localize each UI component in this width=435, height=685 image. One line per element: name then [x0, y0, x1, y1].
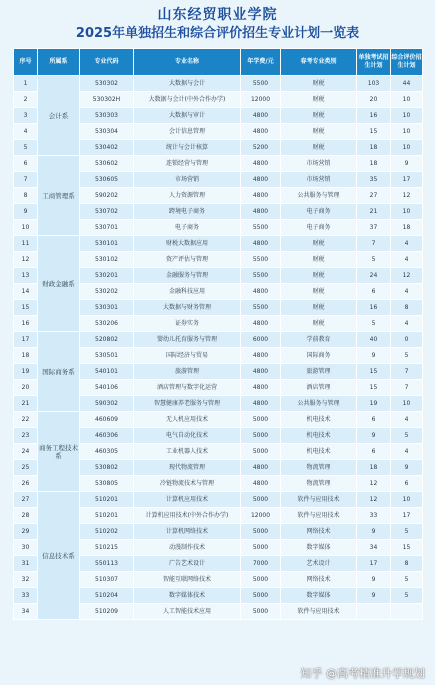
major-code: 590302	[80, 396, 134, 412]
spring-category: 国际商务	[281, 348, 357, 364]
department-cell: 工商管理系	[38, 156, 80, 236]
document-title: 2025年单独招生和综合评价招生专业计划一览表	[75, 26, 360, 41]
department-cell: 信息技术系	[38, 492, 80, 620]
tuition: 5500	[241, 300, 281, 316]
major-code: 530303	[80, 108, 134, 124]
row-index: 5	[14, 140, 38, 156]
tuition: 5000	[241, 524, 281, 540]
comprehensive-quota: 4	[391, 412, 423, 428]
major-name: 智能互联网络技术	[134, 572, 241, 588]
comprehensive-quota: 17	[391, 508, 423, 524]
row-index: 27	[14, 492, 38, 508]
major-name: 会计信息管理	[134, 124, 241, 140]
row-index: 19	[14, 364, 38, 380]
major-name: 资产评估与管理	[134, 252, 241, 268]
row-index: 33	[14, 588, 38, 604]
independent-quota: 15	[357, 380, 391, 396]
major-name: 市场营销	[134, 172, 241, 188]
independent-quota: 6	[357, 284, 391, 300]
major-code: 460609	[80, 412, 134, 428]
spring-category: 财税	[281, 124, 357, 140]
table-row	[14, 332, 423, 348]
spring-category: 电子商务	[281, 220, 357, 236]
major-code: 530701	[80, 220, 134, 236]
tuition: 12000	[241, 508, 281, 524]
independent-quota: 12	[357, 476, 391, 492]
tuition: 5500	[241, 252, 281, 268]
spring-category: 市场营销	[281, 172, 357, 188]
comprehensive-quota: 4	[391, 252, 423, 268]
major-name: 酒店管理与数字化运营	[134, 380, 241, 396]
independent-quota: 15	[357, 124, 391, 140]
comprehensive-quota: 4	[391, 316, 423, 332]
row-index: 20	[14, 380, 38, 396]
tuition: 4800	[241, 156, 281, 172]
spring-category: 物流管理	[281, 476, 357, 492]
independent-quota: 103	[357, 76, 391, 92]
tuition: 4800	[241, 188, 281, 204]
spring-category: 软件与应用技术	[281, 492, 357, 508]
spring-category: 机电技术	[281, 444, 357, 460]
comprehensive-quota: 15	[391, 540, 423, 556]
independent-quota: 9	[357, 348, 391, 364]
spring-category: 机电技术	[281, 412, 357, 428]
header-comprehensive-quota: 综合评价招生计划	[391, 49, 423, 76]
table-row	[14, 76, 423, 92]
tuition: 4800	[241, 316, 281, 332]
independent-quota	[357, 604, 391, 620]
major-name: 金融科技应用	[134, 284, 241, 300]
row-index: 28	[14, 508, 38, 524]
independent-quota: 37	[357, 220, 391, 236]
spring-category: 艺术设计	[281, 556, 357, 572]
independent-quota: 18	[357, 156, 391, 172]
independent-quota: 18	[357, 460, 391, 476]
table-row	[14, 412, 423, 428]
spring-category: 财税	[281, 236, 357, 252]
major-name: 证券实务	[134, 316, 241, 332]
row-index: 16	[14, 316, 38, 332]
major-name: 动漫制作技术	[134, 540, 241, 556]
watermark: 知乎 @高考精准升学规划	[300, 667, 425, 680]
major-code: 510204	[80, 588, 134, 604]
row-index: 15	[14, 300, 38, 316]
comprehensive-quota: 18	[391, 220, 423, 236]
major-code: 510201	[80, 492, 134, 508]
spring-category: 酒店管理	[281, 380, 357, 396]
row-index: 14	[14, 284, 38, 300]
independent-quota: 35	[357, 172, 391, 188]
independent-quota: 9	[357, 428, 391, 444]
spring-category: 财税	[281, 284, 357, 300]
department-cell: 商务工程技术系	[38, 412, 80, 492]
comprehensive-quota: 5	[391, 572, 423, 588]
major-code: 530501	[80, 348, 134, 364]
spring-category: 软件与应用技术	[281, 508, 357, 524]
major-name: 金融服务与管理	[134, 268, 241, 284]
row-index: 8	[14, 188, 38, 204]
major-code: 530602	[80, 156, 134, 172]
major-name: 婴幼儿托育服务与管理	[134, 332, 241, 348]
comprehensive-quota	[391, 604, 423, 620]
spring-category: 电子商务	[281, 204, 357, 220]
spring-category: 数字媒体	[281, 588, 357, 604]
major-code: 530301	[80, 300, 134, 316]
comprehensive-quota: 5	[391, 428, 423, 444]
row-index: 25	[14, 460, 38, 476]
header-tuition: 年学费/元	[241, 49, 281, 76]
row-index: 1	[14, 76, 38, 92]
tuition: 5000	[241, 492, 281, 508]
header-department: 所属系	[38, 49, 80, 76]
major-name: 计算机网络技术	[134, 524, 241, 540]
major-name: 统计与会计核算	[134, 140, 241, 156]
independent-quota: 16	[357, 300, 391, 316]
row-index: 18	[14, 348, 38, 364]
independent-quota: 6	[357, 444, 391, 460]
title-block	[0, 0, 435, 42]
admission-plan-table	[13, 48, 423, 620]
tuition: 4800	[241, 284, 281, 300]
tuition: 4800	[241, 236, 281, 252]
independent-quota: 20	[357, 92, 391, 108]
tuition: 5000	[241, 572, 281, 588]
major-name: 人力资源管理	[134, 188, 241, 204]
comprehensive-quota: 10	[391, 396, 423, 412]
major-code: 510307	[80, 572, 134, 588]
major-code: 460305	[80, 444, 134, 460]
tuition: 5000	[241, 604, 281, 620]
school-name: 山东经贸职业学院	[157, 7, 278, 23]
major-name: 大数据与会计(中外合作办学)	[134, 92, 241, 108]
major-code: 540106	[80, 380, 134, 396]
independent-quota: 9	[357, 572, 391, 588]
row-index: 4	[14, 124, 38, 140]
comprehensive-quota: 6	[391, 476, 423, 492]
independent-quota: 7	[357, 236, 391, 252]
tuition: 4800	[241, 124, 281, 140]
major-code: 520802	[80, 332, 134, 348]
major-name: 大数据与审计	[134, 108, 241, 124]
major-name: 无人机应用技术	[134, 412, 241, 428]
comprehensive-quota: 9	[391, 156, 423, 172]
tuition: 12000	[241, 92, 281, 108]
comprehensive-quota: 17	[391, 172, 423, 188]
tuition: 5000	[241, 588, 281, 604]
comprehensive-quota: 7	[391, 364, 423, 380]
spring-category: 财税	[281, 252, 357, 268]
tuition: 4800	[241, 108, 281, 124]
major-name: 国际经济与贸易	[134, 348, 241, 364]
independent-quota: 40	[357, 332, 391, 348]
spring-category: 公共服务与管理	[281, 188, 357, 204]
header-independent-quota: 单独考试招生计划	[357, 49, 391, 76]
tuition: 4800	[241, 396, 281, 412]
major-code: 510202	[80, 524, 134, 540]
row-index: 21	[14, 396, 38, 412]
tuition: 5200	[241, 140, 281, 156]
spring-category: 物流管理	[281, 460, 357, 476]
spring-category: 财税	[281, 300, 357, 316]
comprehensive-quota: 10	[391, 124, 423, 140]
tuition: 5500	[241, 220, 281, 236]
spring-category: 财税	[281, 92, 357, 108]
independent-quota: 15	[357, 364, 391, 380]
spring-category: 财税	[281, 140, 357, 156]
tuition: 4800	[241, 364, 281, 380]
major-code: 590202	[80, 188, 134, 204]
major-code: 530605	[80, 172, 134, 188]
major-name: 旅游管理	[134, 364, 241, 380]
spring-category: 财税	[281, 108, 357, 124]
independent-quota: 9	[357, 588, 391, 604]
spring-category: 市场营销	[281, 156, 357, 172]
independent-quota: 33	[357, 508, 391, 524]
table-header-row	[14, 49, 423, 76]
major-code: 510201	[80, 508, 134, 524]
major-code: 530304	[80, 124, 134, 140]
row-index: 34	[14, 604, 38, 620]
row-index: 31	[14, 556, 38, 572]
major-code: 530802	[80, 460, 134, 476]
tuition: 4800	[241, 460, 281, 476]
major-code: 530302	[80, 76, 134, 92]
row-index: 7	[14, 172, 38, 188]
major-name: 计算机应用技术(中外合作办学)	[134, 508, 241, 524]
comprehensive-quota: 12	[391, 268, 423, 284]
major-code: 530102	[80, 252, 134, 268]
tuition: 5000	[241, 444, 281, 460]
tuition: 4800	[241, 348, 281, 364]
major-name: 大数据与会计	[134, 76, 241, 92]
independent-quota: 34	[357, 540, 391, 556]
major-name: 计算机应用技术	[134, 492, 241, 508]
comprehensive-quota: 4	[391, 236, 423, 252]
major-name: 冷链物流技术与管理	[134, 476, 241, 492]
comprehensive-quota: 0	[391, 332, 423, 348]
major-code: 550113	[80, 556, 134, 572]
comprehensive-quota: 9	[391, 460, 423, 476]
spring-category: 财税	[281, 76, 357, 92]
major-name: 广告艺术设计	[134, 556, 241, 572]
major-code: 530402	[80, 140, 134, 156]
major-name: 工业机器人技术	[134, 444, 241, 460]
major-name: 现代物流管理	[134, 460, 241, 476]
major-code: 530201	[80, 268, 134, 284]
table-row	[14, 492, 423, 508]
tuition: 5000	[241, 412, 281, 428]
major-code: 510209	[80, 604, 134, 620]
independent-quota: 5	[357, 316, 391, 332]
major-name: 电气自动化技术	[134, 428, 241, 444]
row-index: 29	[14, 524, 38, 540]
major-name: 人工智能技术应用	[134, 604, 241, 620]
header-major-code: 专业代码	[80, 49, 134, 76]
comprehensive-quota: 8	[391, 300, 423, 316]
major-name: 智慧健康养老服务与管理	[134, 396, 241, 412]
spring-category: 网络技术	[281, 572, 357, 588]
spring-category: 旅游管理	[281, 364, 357, 380]
comprehensive-quota: 10	[391, 492, 423, 508]
department-cell: 会计系	[38, 76, 80, 156]
tuition: 4800	[241, 204, 281, 220]
major-name: 连锁经营与管理	[134, 156, 241, 172]
major-code: 530101	[80, 236, 134, 252]
comprehensive-quota: 8	[391, 556, 423, 572]
row-index: 2	[14, 92, 38, 108]
independent-quota: 16	[357, 108, 391, 124]
major-code: 460306	[80, 428, 134, 444]
comprehensive-quota: 12	[391, 188, 423, 204]
major-name: 电子商务	[134, 220, 241, 236]
independent-quota: 18	[357, 140, 391, 156]
tuition: 4800	[241, 380, 281, 396]
major-code: 530302H	[80, 92, 134, 108]
row-index: 23	[14, 428, 38, 444]
comprehensive-quota: 5	[391, 348, 423, 364]
independent-quota: 27	[357, 188, 391, 204]
spring-category: 学前教育	[281, 332, 357, 348]
major-code: 510215	[80, 540, 134, 556]
comprehensive-quota: 10	[391, 92, 423, 108]
major-code: 540101	[80, 364, 134, 380]
spring-category: 公共服务与管理	[281, 396, 357, 412]
row-index: 17	[14, 332, 38, 348]
row-index: 3	[14, 108, 38, 124]
comprehensive-quota: 4	[391, 444, 423, 460]
comprehensive-quota: 7	[391, 380, 423, 396]
spring-category: 网络技术	[281, 524, 357, 540]
tuition: 4800	[241, 476, 281, 492]
major-code: 530202	[80, 284, 134, 300]
spring-category: 财税	[281, 316, 357, 332]
tuition: 6000	[241, 332, 281, 348]
independent-quota: 21	[357, 204, 391, 220]
row-index: 22	[14, 412, 38, 428]
tuition: 5500	[241, 76, 281, 92]
table-body	[14, 76, 423, 620]
comprehensive-quota: 10	[391, 140, 423, 156]
independent-quota: 5	[357, 252, 391, 268]
row-index: 10	[14, 220, 38, 236]
comprehensive-quota: 5	[391, 588, 423, 604]
independent-quota: 24	[357, 268, 391, 284]
comprehensive-quota: 5	[391, 524, 423, 540]
department-cell: 财政金融系	[38, 236, 80, 332]
spring-category: 财税	[281, 268, 357, 284]
header-index: 序号	[14, 49, 38, 76]
tuition: 5000	[241, 540, 281, 556]
tuition: 4800	[241, 172, 281, 188]
header-spring-category: 春考专业类别	[281, 49, 357, 76]
row-index: 24	[14, 444, 38, 460]
row-index: 32	[14, 572, 38, 588]
independent-quota: 12	[357, 492, 391, 508]
row-index: 12	[14, 252, 38, 268]
independent-quota: 6	[357, 412, 391, 428]
row-index: 13	[14, 268, 38, 284]
major-name: 财税大数据应用	[134, 236, 241, 252]
table-row	[14, 156, 423, 172]
spring-category: 数字媒体	[281, 540, 357, 556]
header-major-name: 专业名称	[134, 49, 241, 76]
spring-category: 机电技术	[281, 428, 357, 444]
table-row	[14, 236, 423, 252]
independent-quota: 17	[357, 556, 391, 572]
major-name: 数字媒体技术	[134, 588, 241, 604]
major-code: 530702	[80, 204, 134, 220]
row-index: 26	[14, 476, 38, 492]
tuition: 7000	[241, 556, 281, 572]
comprehensive-quota: 10	[391, 204, 423, 220]
comprehensive-quota: 4	[391, 284, 423, 300]
row-index: 6	[14, 156, 38, 172]
major-code: 530206	[80, 316, 134, 332]
major-name: 大数据与财务管理	[134, 300, 241, 316]
spring-category: 软件与应用技术	[281, 604, 357, 620]
row-index: 11	[14, 236, 38, 252]
independent-quota: 19	[357, 396, 391, 412]
major-code: 530805	[80, 476, 134, 492]
row-index: 30	[14, 540, 38, 556]
comprehensive-quota: 44	[391, 76, 423, 92]
tuition: 5000	[241, 428, 281, 444]
tuition: 5500	[241, 268, 281, 284]
major-name: 跨境电子商务	[134, 204, 241, 220]
comprehensive-quota: 10	[391, 108, 423, 124]
row-index: 9	[14, 204, 38, 220]
department-cell: 国际商务系	[38, 332, 80, 412]
independent-quota: 9	[357, 524, 391, 540]
